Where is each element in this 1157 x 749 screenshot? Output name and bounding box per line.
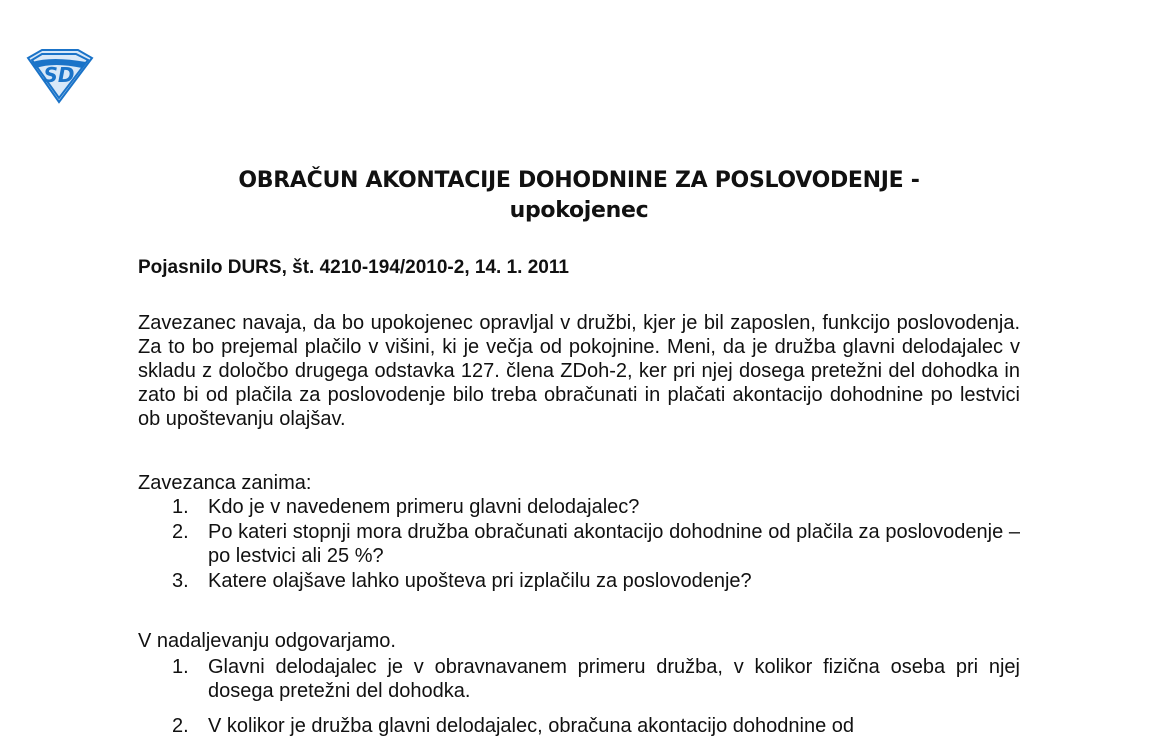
list-item-text: Glavni delodajalec je v obravnavanem primeru družba, v kolikor fizična oseba pri njej dosega pretežni del dohodka. (208, 656, 1020, 702)
list-item (138, 495, 1020, 519)
list-item-number: 2. (172, 521, 189, 543)
questions-list (138, 495, 1020, 594)
questions-intro: Zavezanca zanima: (138, 472, 312, 494)
list-item-number: 1. (172, 496, 189, 518)
list-item-number: 3. (172, 570, 189, 592)
list-item (138, 714, 1020, 738)
answers-list (138, 655, 1020, 749)
list-item-number: 1. (172, 656, 189, 678)
list-item (138, 655, 1020, 703)
intro-paragraph: Zavezanec navaja, da bo upokojenec opravljal v družbi, kjer je bil zaposlen, funkcijo poslovodenja. Za to bo prejemal plačilo v višini, ki je večja od pokojnine. Meni, da je družba glavni delodajalec v skladu z določbo drugega odstavka 127. člena ZDoh-2, ker pri njej dosega pretežni del dohodka in zato bi od plačila za poslovodenje bilo treba obračunati in plačati akontacijo dohodnine po lestvici ob upoštevanju olajšav. (138, 312, 1020, 430)
list-item-text: Kdo je v navedenem primeru glavni delodajalec? (208, 496, 640, 518)
list-item-number: 2. (172, 715, 189, 737)
logo-letters: SD (43, 63, 75, 87)
sd-shield-logo-icon (22, 48, 96, 104)
list-item-text: Po kateri stopnji mora družba obračunati akontacijo dohodnine od plačila za poslovodenje – po lestvici ali 25 %? (208, 521, 1020, 567)
list-item-text: V kolikor je družba glavni delodajalec, obračuna akontacijo dohodnine od (208, 715, 854, 737)
list-item (138, 569, 1020, 593)
document-title-line1: OBRAČUN AKONTACIJE DOHODNINE ZA POSLOVODENJE - (238, 168, 920, 193)
document-title-line2: upokojenec (509, 198, 649, 223)
document-subtitle: Pojasnilo DURS, št. 4210-194/2010-2, 14. 1. 2011 (138, 257, 569, 278)
list-item-text: Katere olajšave lahko upošteva pri izplačilu za poslovodenje? (208, 570, 752, 592)
list-item (138, 520, 1020, 568)
answers-intro: V nadaljevanju odgovarjamo. (138, 630, 396, 652)
